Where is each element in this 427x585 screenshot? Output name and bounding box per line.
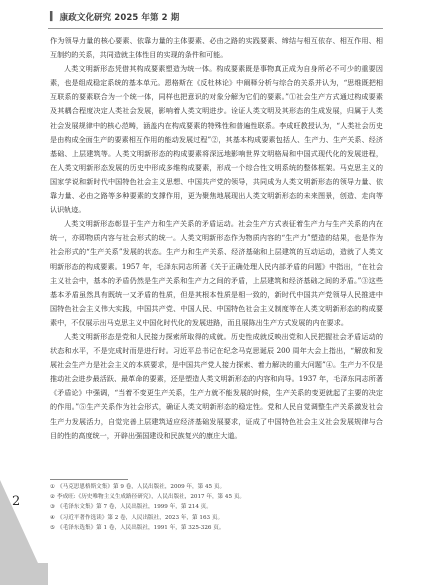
footnote-rule (50, 479, 128, 480)
paragraph: 作为领导力量的核心要素、依靠力量的主体要素、必由之路的实践要素、缔结与相互依存、相互作用、相互制约的关系，共同造就主体性目的实现的条件和可能。 (50, 36, 383, 60)
page-number: 2 (12, 494, 21, 509)
paragraph: 人类文明新形态是党和人民接力探索所取得的成就。历史性成就反映出党和人民把握社会矛盾运动的状态和水平，不是完成时而是进行时。习近平总书记在纪念马克思诞辰 200 周年大会上指出，“解放和发展社会生产力是社会主义的本质要求，是中国共产党人接力探索、着力解决的重大问题”④。生产力不仅是推动社会进步最活跃、最革命的要素，还是塑造人类文明新形态的内容和向导。1937 年，毛泽东同志所著《矛盾论》中强调，“当着不变更生产关系，生产力就不能发展的时候，生产关系的变更就起了主要的决定的作用。”⑤生产关系作为社会形式，确证人类文明新形态的稳定性。党和人民自觉调整生产关系激发社会生产力发展活力，自觉完善上层建筑适应经济基础发展要求，证成了中国特色社会主义社会发展规律与合目的性的高度统一，开辟出强国建设和民族复兴的康庄大道。 (50, 331, 383, 440)
footnote (50, 482, 383, 492)
footnote (50, 523, 383, 533)
footnote-text: 《习近平著作选读》第 2 卷，人民出版社，2023 年，第 163 页。 (57, 514, 224, 521)
paragraph: 人类文明新形态凭借其构成要素塑造为统一体。构成要素既是事物真正成为自身所必不可少的重要因素，也是组成稳定系统的基本单元。恩格斯在《反杜林论》中阐释分析与综合的关系并认为，“思维既把相互联系的要素联合为一个统一体，同样也把意识的对象分解为它们的要素。”①社会生产方式通过构成要素及其耦合程度决定人类社会发展，影响着人类文明进步。诠证人类文明及其形态的生成发展，归属于人类社会发展规律中的核心范畴，涵盖内在构成要素的特殊性和普遍性联系。李成旺教授认为，“人类社会历史是由构成全面生产的要素相互作用的能动发展过程”②，其基本构成要素包括人、生产力、生产关系、经济基础、上层建筑等。人类文明新形态的构成要素将深远地影响世界文明格局和中国式现代化的发展进程，在人类文明新形态发展的历史中形成多维构成要素，形成一个综合性文明系统的整体框架。马克思主义的国家学说和新时代中国特色社会主义思想、中国共产党的领导，共同成为人类文明新形态的领导力量、依靠力量、必由之路等多种要素的支撑作用，更为聚焦地展现出人类文明新形态的未来图景，创造、走向等认识轨迹。 (50, 64, 383, 215)
footnote-number: ③ (50, 504, 56, 511)
journal-title: 康政文化研究 2025 年第 2 期 (59, 13, 180, 23)
footnote-number: ④ (50, 514, 56, 521)
header-marker: ▍ (50, 12, 57, 22)
footnote-text: 《毛泽东文集》第 7 卷，人民出版社，1999 年，第 214 页。 (57, 504, 212, 511)
footnote-text: 《毛泽东选集》第 1 卷，人民出版社，1991 年，第 325-326 页。 (57, 524, 225, 531)
article-body (50, 34, 383, 443)
footnotes (50, 482, 383, 533)
page-corner-band (0, 563, 48, 585)
header-rule (48, 28, 383, 29)
footnote (50, 513, 383, 523)
footnote-text: 李成旺:《历史唯物主义生成路径研究》，人民出版社，2017 年，第 45 页。 (57, 494, 246, 501)
footnote-number: ① (50, 484, 56, 490)
footnote-text: 《马克思恩格斯文集》第 9 卷，人民出版社，2009 年，第 45 页。 (57, 484, 226, 490)
running-header (50, 9, 179, 25)
footnote-number: ⑤ (50, 524, 56, 531)
footnote (50, 492, 383, 502)
paragraph: 人类文明新形态彰显于生产力和生产关系的矛盾运动。社会生产方式表征着生产力与生产关系的内在统一，亦即物质内容与社会形式的统一。人类文明新形态作为物质内容的“生产力”塑造的结果，也是作为社会形式的“生产关系”发展的状态。生产力和生产关系、经济基础和上层建筑的互动运动，造就了人类文明新形态的构成要素。1957 年，毛泽东同志所著《关于正确处理人民内部矛盾的问题》中指出，“在社会主义社会中，基本的矛盾仍然是生产关系和生产力之间的矛盾，上层建筑和经济基础之间的矛盾。”③这些基本矛盾虽然具有既统一又矛盾的性质，但是其根本性质是相一致的，新时代中国共产党领导人民推进中国特色社会主义伟大实践，中国共产党、中国人民、中国特色社会主义制度等在人类文明新形态的构成要素中，不仅展示出马克思主义中国化时代化的发展进路，而且展陈出生产方式发展的内在要求。 (50, 219, 383, 327)
footnote-number: ② (50, 494, 56, 501)
footnote (50, 502, 383, 512)
